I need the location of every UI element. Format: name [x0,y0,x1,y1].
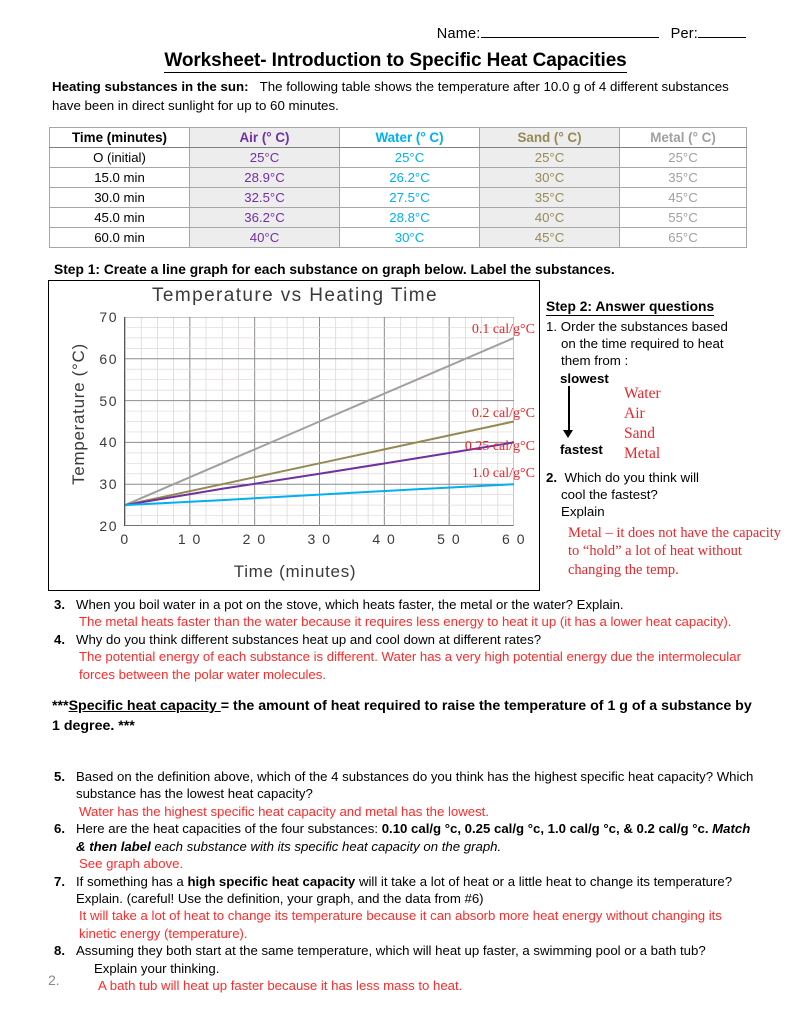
table-header-row [50,128,747,148]
cell-water: 30°C [340,228,480,248]
order-item-2: Air [624,404,645,422]
q7-text-c: will it take a lot of heat or a little heat to change its temperature? Explain. (careful! Use the definition, your graph, and the data from #6) [76,873,733,906]
questions-3-4 [50,596,756,683]
q6-number: 6. [54,821,65,837]
q8-answer: A bath tub will heat up faster because it has less mass to heat. [98,978,463,994]
substance-order-list [624,384,661,463]
q3-text: When you boil water in a pot on the stove, which heats faster, the metal or the water? Explain. [76,597,624,612]
q6-body [76,820,756,872]
cell-time: 45.0 min [50,208,190,228]
footer-page-number: 2. [48,972,60,988]
q5-answer: Water has the highest specific heat capacity and metal has the lowest. [79,803,490,819]
q5-text: Based on the definition above, which of the 4 substances do you think has the highest specific heat capacity? Which substance has the lowest heat capacity? [76,769,754,802]
chart-x-tick: 3 0 [307,531,332,547]
q1-line-1: Order the substances based [560,319,728,334]
chart-y-tick: 40 [99,434,118,451]
chart-annotation-sand: 0.2 cal/g°C [471,405,535,421]
page-title-text: Worksheet- Introduction to Specific Heat Capacities [164,50,627,71]
question-5 [50,768,756,820]
q5-body [76,768,756,820]
cell-time: 30.0 min [50,188,190,208]
cell-water: 26.2°C [340,168,480,188]
q6-capacities: 0.10 cal/g °c, 0.25 cal/g °c, 1.0 cal/g °c, & 0.2 cal/g °c. [381,821,709,837]
table-row [50,188,747,208]
cell-sand: 40°C [480,208,620,228]
temperature-table-wrapper [49,127,746,248]
cell-sand: 30°C [480,168,620,188]
definition-term: Specific heat capacity [68,698,221,714]
chart-annotation-metal: 0.1 cal/g°C [471,321,535,337]
arrow-down-icon [563,430,573,438]
col-header-sand: Sand (° C) [480,128,620,148]
cell-water: 27.5°C [340,188,480,208]
label-slowest: slowest [560,371,609,387]
cell-water: 28.8°C [340,208,480,228]
cell-sand: 35°C [480,188,620,208]
arrow-shaft-icon [568,386,570,432]
q5-number: 5. [54,769,65,784]
order-item-1: Water [624,385,661,403]
table-row [50,208,747,228]
chart-annotation-water: 1.0 cal/g°C [471,466,535,482]
q7-body [76,873,756,943]
q6-answer: See graph above. [79,856,184,872]
q8-text-2: Explain your thinking. [94,960,220,976]
label-fastest: fastest [560,442,603,458]
q1-number: 1. [546,319,558,334]
chart-x-tick: 5 0 [437,531,462,547]
chart-title: Temperature vs Heating Time [152,285,438,306]
q7-text-a: If something has a [76,873,188,889]
cell-sand: 45°C [480,228,620,248]
page-title [0,50,791,72]
q7-answer: It will take a lot of heat to change its temperature because it can absorb more heat energy without changing its kinetic energy (temperature). [79,908,722,941]
cell-metal: 65°C [620,228,747,248]
cell-air: 40°C [190,228,340,248]
q1-line-3: them from : [561,353,629,369]
col-header-metal: Metal (° C) [620,128,747,148]
q6-text-d: each substance with its specific heat capacity on the graph. [150,838,502,854]
temperature-chart [48,280,540,591]
q3-body [76,596,756,631]
q8-text: Assuming they both start at the same temperature, which will heat up faster, a swimming pool or a bath tub? [76,943,706,959]
question-7 [50,873,756,943]
step1-instruction: Step 1: Create a line graph for each substance on graph below. Label the substances. [54,262,615,277]
cell-air: 25°C [190,148,340,168]
col-header-water: Water (° C) [340,128,480,148]
table-row [50,168,747,188]
cell-time: 60.0 min [50,228,190,248]
questions-5-8 [50,768,756,994]
question-8 [50,942,756,994]
chart-y-axis-label: Temperature (°C) [69,343,88,485]
order-item-4: Metal [624,444,661,462]
name-label: Name: [436,26,481,42]
q1-line-2: on the time required to heat [561,336,724,352]
definition-stars: *** [52,698,69,714]
col-header-time: Time (minutes) [50,128,190,148]
q2-line-2: cool the fastest? [561,487,658,503]
chart-y-tick: 60 [99,350,118,367]
name-blank-line[interactable] [481,37,659,38]
cell-time: O (initial) [50,148,190,168]
per-label: Per: [670,26,698,42]
definition-rest: = the amount of heat required to raise the temperature of 1 g of a substance by 1 degree. *** [52,698,752,735]
question-6 [50,820,756,872]
order-item-3: Sand [624,424,655,442]
cell-air: 32.5°C [190,188,340,208]
cell-metal: 45°C [620,188,747,208]
step2-question-2 [546,469,781,520]
cell-metal: 25°C [620,148,747,168]
chart-y-tick: 20 [99,518,118,534]
q4-number: 4. [54,631,65,647]
q2-answer: Metal – it does not have the capacity to “hold” a lot of heat without changing the temp. [568,525,781,578]
name-per-row [0,26,791,42]
chart-series-lines [125,317,514,526]
q6-match-label: Match & then label [76,821,751,854]
q8-number: 8. [54,943,65,959]
question-4 [50,631,756,683]
q2-line-1: Which do you think will [564,470,699,486]
question-3 [50,596,756,631]
chart-y-tick: 50 [99,392,118,409]
intro-body: The following table shows the temperature after 10.0 g of 4 different substances have been in direct sunlight for up to 60 minutes. [52,79,729,114]
q4-body [76,631,756,683]
q6-text-a: Here are the heat capacities of the four substances: [76,821,382,837]
q4-answer: The potential energy of each substance is different. Water has a very high potential energy due the intermolecular forces between the polar water molecules. [79,649,741,682]
q3-answer: The metal heats faster than the water because it requires less energy to heat it up (it has a lower heat capacity). [79,614,732,630]
cell-air: 36.2°C [190,208,340,228]
q8-body [76,942,756,994]
chart-y-tick: 70 [99,309,118,325]
cell-sand: 25°C [480,148,620,168]
q7-bold-term: high specific heat capacity [187,873,356,889]
cell-air: 28.9°C [190,168,340,188]
table-row [50,148,747,168]
chart-y-tick: 30 [99,476,118,493]
cell-metal: 55°C [620,208,747,228]
q4-text: Why do you think different substances heat up and cool down at different rates? [76,631,542,647]
cell-metal: 35°C [620,168,747,188]
cell-time: 15.0 min [50,168,190,188]
q3-number: 3. [54,597,65,612]
chart-x-tick: 1 0 [177,531,202,547]
col-header-air: Air (° C) [190,128,340,148]
step2-question-1 [546,318,781,369]
q7-number: 7. [54,873,65,889]
q2-number: 2. [546,470,558,486]
chart-x-tick: 4 0 [372,531,397,547]
chart-annotation-air: 0.25 cal/g°C [464,439,535,455]
intro-bold-lead: Heating substances in the sun: [52,79,249,94]
chart-plot-area [99,309,526,547]
chart-x-tick: 0 [120,531,130,547]
chart-x-tick: 2 0 [242,531,267,547]
per-blank-line[interactable] [698,37,746,38]
cell-water: 25°C [340,148,480,168]
chart-x-tick: 6 0 [502,531,526,547]
definition-block [52,696,752,736]
chart-x-axis-label: Time (minutes) [233,562,357,581]
intro-paragraph [52,77,752,116]
temperature-table [49,127,747,248]
q2-line-3: Explain [561,504,605,520]
step2-heading: Step 2: Answer questions [546,299,715,314]
step2-panel [546,298,781,579]
table-row [50,228,747,248]
